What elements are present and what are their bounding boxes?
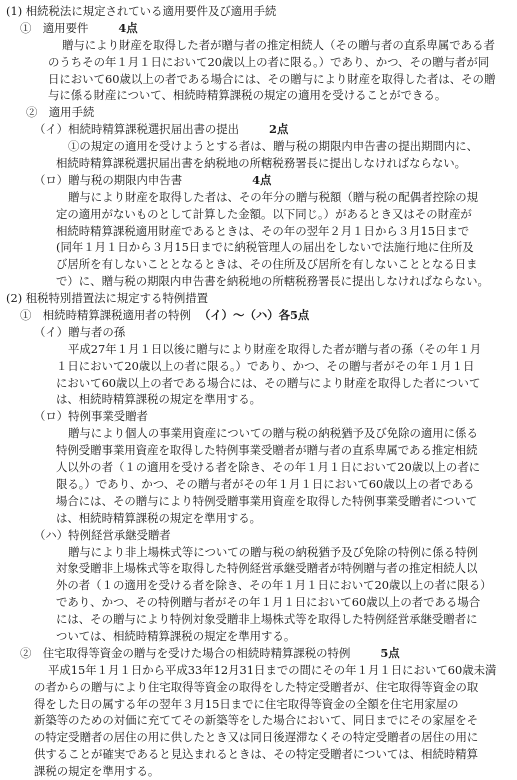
- text-line: [6, 679, 512, 696]
- line-text: 外の者（１の適用を受ける者を除き、その年１月１日において20歳以上の者に限る）: [56, 578, 492, 593]
- line-text: で）に、贈与税の期限内申告書を納税地の所轄税務署長に提出しなければならない。: [56, 274, 489, 289]
- text-line: [6, 290, 512, 307]
- line-text: び居所を有しないこととなるときは、その住所及び居所を有しないこととなる日ま: [56, 257, 478, 272]
- text-line: [6, 510, 512, 527]
- line-text: １日において20歳以上の者に限る。）であり、かつ、その贈与者がその年１月１日: [56, 358, 475, 373]
- text-line: [6, 20, 512, 37]
- text-line: [6, 37, 512, 54]
- line-text: ついては、相続時精算課税の規定を準用する。: [56, 628, 296, 643]
- text-line: [6, 172, 512, 189]
- text-line: [6, 239, 512, 256]
- document-body: [6, 3, 512, 780]
- line-text: (1) 相続税法に規定されている適用要件及び適用手続: [6, 4, 277, 18]
- line-text: 課税の規定を準用する。: [34, 764, 160, 779]
- line-text: 場合には、その贈与により特例受贈事業用資産を取得した特例事業受贈者について: [56, 493, 478, 508]
- line-text: ① 相続時精算課税適用者の特例: [20, 308, 191, 323]
- line-text: 平成27年１月１日以後に贈与により財産を取得した者が贈与者の孫（その年１月: [68, 341, 482, 356]
- line-text: (同年１月１日から３月15日までに納税管理人の届出をしないで法施行地に住所及: [56, 240, 474, 255]
- text-line: [6, 459, 512, 476]
- text-line: [6, 273, 512, 290]
- line-text: （ロ）特例事業受贈者: [34, 409, 148, 424]
- text-line: [6, 611, 512, 628]
- line-text: 平成15年１月１日から平成33年12月31日までの間にその年１月１日において60歳未満: [48, 662, 497, 677]
- line-text: であり、かつ、その特例贈与者がその年１月１日において60歳以上の者である場合: [56, 595, 481, 610]
- line-text: 新築等のための対価に充ててその新築等をした場合において、同日までにその家屋をそ: [34, 713, 479, 728]
- text-line: [6, 425, 512, 442]
- text-line: [6, 560, 512, 577]
- line-text: （イ）贈与者の孫: [34, 324, 126, 339]
- text-line: [6, 223, 512, 240]
- score-mark: 4点: [118, 20, 138, 35]
- text-line: [6, 594, 512, 611]
- text-line: [6, 324, 512, 341]
- line-text: 得をした日の属する年の翌年３月15日までに住宅取得等資金の全額を住宅用家屋の: [34, 696, 459, 711]
- text-line: [6, 763, 512, 780]
- line-text: ② 住宅取得等資金の贈与を受けた場合の相続時精算課税の特例: [20, 645, 351, 660]
- text-line: [6, 256, 512, 273]
- line-text: は、相続時精算課税の規定を準用する。: [56, 510, 262, 525]
- score-mark: 4点: [252, 172, 272, 187]
- line-text: （ハ）特例経営承継受贈者: [34, 527, 171, 542]
- text-line: [6, 696, 512, 713]
- line-text: には、その贈与により特例対象受贈非上場株式等を取得した特例経営承継受贈者に: [56, 612, 478, 627]
- line-text: ② 適用手続: [26, 105, 95, 120]
- text-line: [6, 71, 512, 88]
- score-mark: 2点: [269, 122, 289, 137]
- line-text: （ロ）贈与税の期限内申告書: [34, 172, 183, 187]
- text-line: [6, 375, 512, 392]
- text-line: [6, 391, 512, 408]
- text-line: [6, 544, 512, 561]
- line-text: 特例受贈事業用資産を取得した特例事業受贈者が贈与者の直系卑属である推定相続: [56, 443, 478, 458]
- line-text: 贈与により非上場株式等についての贈与税の納税猶予及び免除の特例に係る特例: [68, 544, 478, 559]
- line-text: 限る。）であり、かつ、その贈与者がその年１月１日において60歳以上の者である: [56, 476, 475, 491]
- text-line: [6, 138, 512, 155]
- text-line: [6, 408, 512, 425]
- line-text: の者からの贈与により住宅取得等資金の取得をした特定受贈者が、住宅取得等資金の取: [34, 679, 479, 694]
- text-line: [6, 155, 512, 172]
- score-mark: 5点: [380, 645, 400, 660]
- line-text: ① 適用要件: [20, 20, 89, 35]
- line-text: は、相続時精算課税の規定を準用する。: [56, 392, 262, 407]
- line-text: において60歳以上の者である場合には、その贈与により財産を取得した者について: [56, 375, 481, 390]
- text-line: [6, 341, 512, 358]
- text-line: [6, 662, 512, 679]
- line-text: ①の規定の適用を受けようとする者は、贈与税の期限内申告書の提出期間内に、: [68, 139, 479, 154]
- text-line: [6, 712, 512, 729]
- line-text: のうちその年１月１日において20歳以上の者に限る。）であり、かつ、その贈与者が同: [48, 54, 490, 69]
- text-line: [6, 628, 512, 645]
- line-text: 人以外の者（１の適用を受ける者を除き、その年１月１日において20歳以上の者に: [56, 460, 481, 475]
- text-line: [6, 3, 512, 20]
- text-line: [6, 189, 512, 206]
- line-text: 与に係る財産について、相続時精算課税の規定の適用を受けることができる。: [48, 88, 447, 103]
- line-text: 相続時精算課税選択届出書を納税地の所轄税務署長に提出しなければならない。: [56, 156, 467, 171]
- text-line: [6, 54, 512, 71]
- text-line: [6, 493, 512, 510]
- text-line: [6, 87, 512, 104]
- text-line: [6, 746, 512, 763]
- line-text: 相続時精算課税適用財産であるときは、その年の翌年２月１日から３月15日まで: [56, 223, 470, 238]
- line-text: 対象受贈非上場株式等を取得した特例経営承継受贈者が特例贈与者の推定相続人以: [56, 561, 478, 576]
- text-line: [6, 645, 512, 662]
- text-line: [6, 104, 512, 121]
- line-text: 贈与により個人の事業用資産についての贈与税の納税猶予及び免除の適用に係る: [68, 426, 478, 441]
- text-line: [6, 729, 512, 746]
- line-text: (2) 租税特別措置法に規定する特例措置: [6, 291, 209, 306]
- text-line: [6, 442, 512, 459]
- line-text: の特定受贈者の居住の用に供したとき又は同日後遅滞なくその特定受贈者の居住の用に: [34, 730, 479, 745]
- line-text: 贈与により財産を取得した者が贈与者の推定相続人（その贈与者の直系卑属である者: [62, 37, 495, 52]
- text-line: [6, 307, 512, 324]
- text-line: [6, 476, 512, 493]
- line-text: 定の適用がないものとして計算した金額。以下同じ。）があるとき又はその財産が: [56, 206, 472, 221]
- line-text: （イ）相続時精算課税選択届出書の提出: [34, 122, 240, 137]
- line-text: 供することが確実であると見込まれるときは、その特定受贈者については、相続時精算: [34, 747, 479, 762]
- score-mark: （イ）～（ハ）各5点: [198, 308, 310, 323]
- text-line: [6, 358, 512, 375]
- text-line: [6, 527, 512, 544]
- line-text: 日において60歳以上の者である場合には、その贈与により財産を取得した者は、その贈: [48, 71, 496, 86]
- text-line: [6, 121, 512, 138]
- text-line: [6, 206, 512, 223]
- text-line: [6, 577, 512, 594]
- line-text: 贈与により財産を取得した者は、その年分の贈与税額（贈与税の配偶者控除の規: [68, 189, 479, 204]
